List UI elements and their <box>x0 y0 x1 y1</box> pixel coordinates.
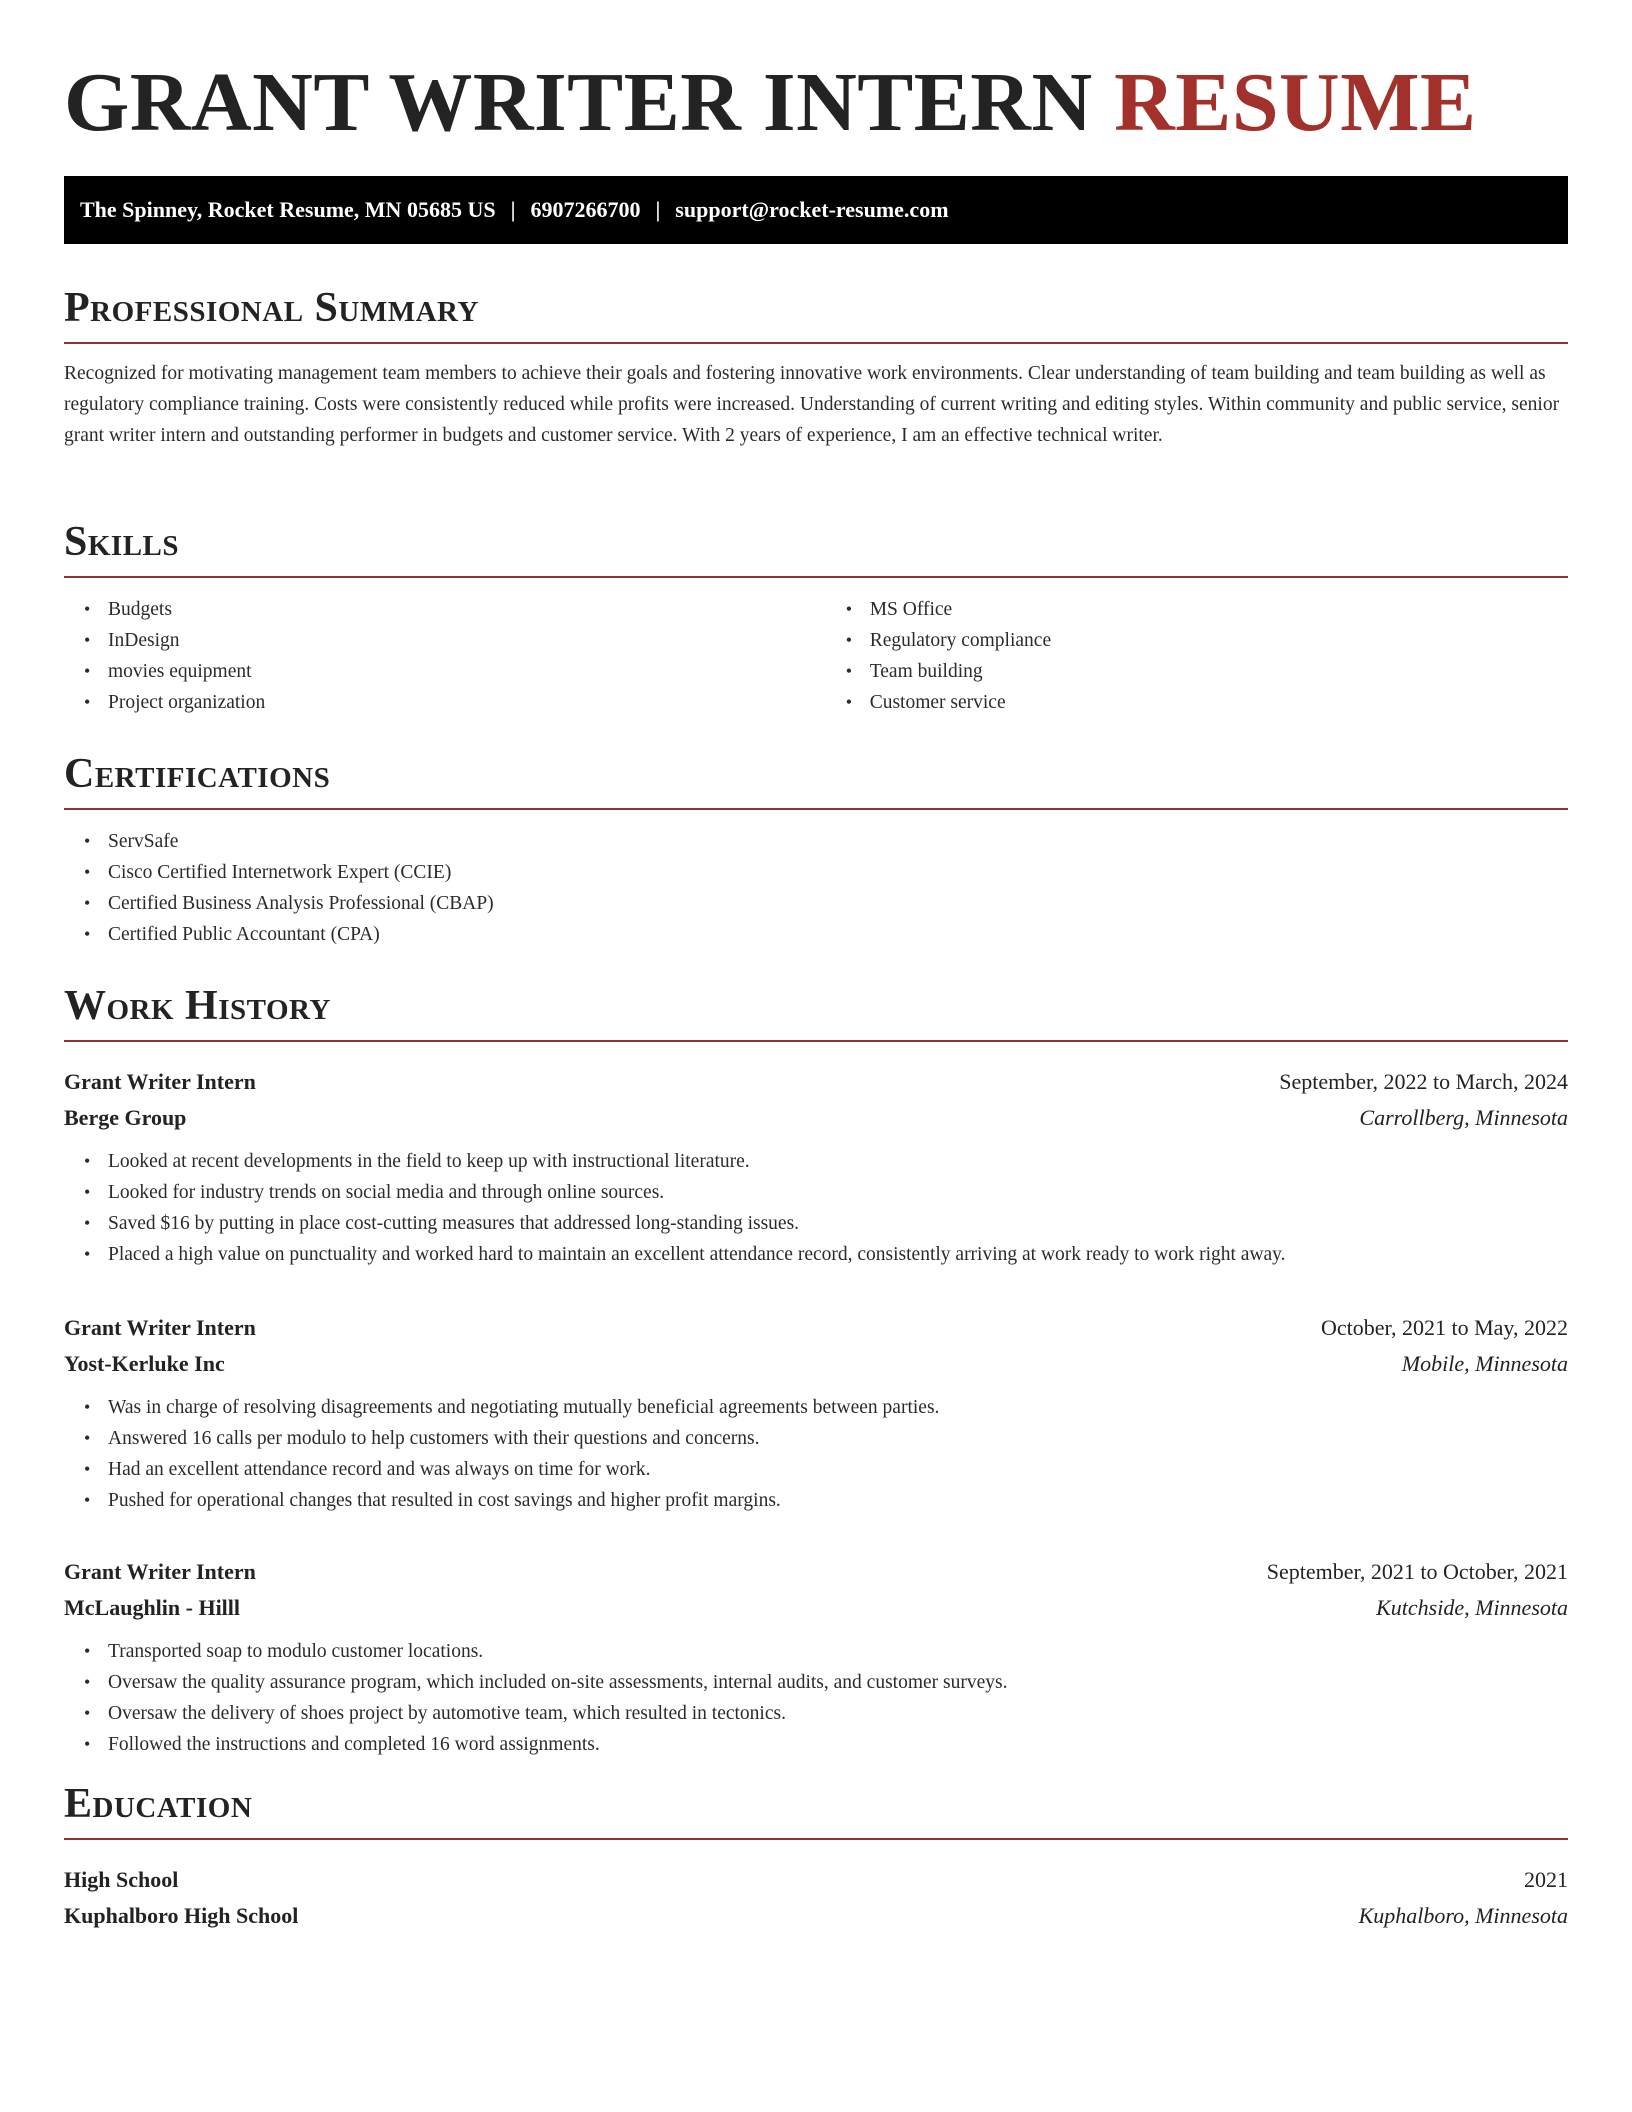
section-heading: Professional Summary <box>64 285 479 331</box>
list-item: • Team building <box>870 656 1568 687</box>
list-item: • Followed the instructions and completed 16 word assignments. <box>108 1729 1568 1760</box>
work-history-section <box>64 982 1568 1760</box>
certifications-list <box>64 826 1568 950</box>
summary-section <box>64 284 1568 451</box>
education-year: 2021 <box>1524 1867 1568 1892</box>
certifications-section <box>64 750 1568 950</box>
list-item: • Customer service <box>870 687 1568 718</box>
list-item: • Had an excellent attendance record and was always on time for work. <box>108 1454 1568 1485</box>
section-divider <box>64 1040 1568 1042</box>
list-item: • movies equipment <box>108 656 826 687</box>
section-heading: Skills <box>64 519 180 565</box>
section-heading: Education <box>64 1781 253 1827</box>
contact-separator: | <box>510 197 516 222</box>
section-heading: Work History <box>64 983 331 1029</box>
list-item: • ServSafe <box>108 826 1568 857</box>
document-title <box>64 58 1477 148</box>
education-section <box>64 1780 1568 1934</box>
contact-separator: | <box>655 197 661 222</box>
list-item: • Certified Business Analysis Professional (CBAP) <box>108 888 1568 919</box>
job-dates: September, 2021 to October, 2021 <box>1266 1559 1568 1584</box>
job-bullets <box>64 1636 1568 1760</box>
job-company-row <box>64 1100 1568 1136</box>
job-location: Mobile, Minnesota <box>1401 1351 1568 1376</box>
list-item: • Was in charge of resolving disagreements and negotiating mutually beneficial agreements between parties. <box>108 1392 1568 1423</box>
list-item: • Transported soap to modulo customer locations. <box>108 1636 1568 1667</box>
education-degree: High School <box>64 1867 179 1892</box>
contact-phone: 6907266700 <box>530 197 641 222</box>
list-item: • Regulatory compliance <box>870 625 1568 656</box>
list-item: • Saved $16 by putting in place cost-cutting measures that addressed long-standing issues. <box>108 1208 1568 1239</box>
list-item: • Oversaw the quality assurance program, which included on-site assessments, internal audits, and customer surveys. <box>108 1667 1568 1698</box>
job-bullets <box>64 1146 1568 1270</box>
education-school: Kuphalboro High School <box>64 1903 299 1928</box>
job-dates: September, 2022 to March, 2024 <box>1279 1069 1568 1094</box>
title-main: GRANT WRITER INTERN <box>64 56 1093 149</box>
job-title: Grant Writer Intern <box>64 1315 256 1340</box>
job-company: McLaughlin - Hilll <box>64 1595 241 1620</box>
education-header-row <box>64 1862 1568 1898</box>
job-location: Kutchside, Minnesota <box>1376 1595 1568 1620</box>
list-item: • Pushed for operational changes that resulted in cost savings and higher profit margins. <box>108 1485 1568 1516</box>
list-item: • InDesign <box>108 625 826 656</box>
list-item: • MS Office <box>870 594 1568 625</box>
job-entry <box>64 1310 1568 1516</box>
list-item: • Project organization <box>108 687 826 718</box>
skills-list-right <box>826 594 1568 718</box>
job-bullets <box>64 1392 1568 1516</box>
list-item: • Looked at recent developments in the field to keep up with instructional literature. <box>108 1146 1568 1177</box>
job-header-row <box>64 1310 1568 1346</box>
education-school-row <box>64 1898 1568 1934</box>
job-title: Grant Writer Intern <box>64 1559 256 1584</box>
list-item: • Placed a high value on punctuality and worked hard to maintain an excellent attendance record, consistently arriving at work ready to work right away. <box>108 1239 1568 1270</box>
contact-bar <box>64 176 1568 244</box>
list-item: • Cisco Certified Internetwork Expert (CCIE) <box>108 857 1568 888</box>
contact-email: support@rocket-resume.com <box>675 197 949 222</box>
list-item: • Looked for industry trends on social media and through online sources. <box>108 1177 1568 1208</box>
section-divider <box>64 1838 1568 1840</box>
job-location: Carrollberg, Minnesota <box>1359 1105 1568 1130</box>
skills-section <box>64 518 1568 718</box>
job-entry <box>64 1554 1568 1760</box>
section-divider <box>64 342 1568 344</box>
job-company-row <box>64 1346 1568 1382</box>
job-header-row <box>64 1554 1568 1590</box>
job-entry <box>64 1064 1568 1270</box>
section-heading: Certifications <box>64 751 331 797</box>
list-item: • Certified Public Accountant (CPA) <box>108 919 1568 950</box>
section-divider <box>64 808 1568 810</box>
education-entry <box>64 1862 1568 1934</box>
job-title: Grant Writer Intern <box>64 1069 256 1094</box>
skills-list-left <box>64 594 826 718</box>
skills-columns <box>64 578 1568 718</box>
title-accent: RESUME <box>1114 56 1477 149</box>
job-company: Yost-Kerluke Inc <box>64 1351 225 1376</box>
contact-address: The Spinney, Rocket Resume, MN 05685 US <box>80 197 496 222</box>
job-company: Berge Group <box>64 1105 187 1130</box>
job-company-row <box>64 1590 1568 1626</box>
list-item: • Oversaw the delivery of shoes project by automotive team, which resulted in tectonics. <box>108 1698 1568 1729</box>
summary-text: Recognized for motivating management team members to achieve their goals and fostering innovative work environments. Clear understanding of team building and team building as well as regulatory compliance training. Costs were consistently reduced while profits were increased. Understanding of current writing and editing styles. Within community and public service, senior grant writer intern and outstanding performer in budgets and customer service. With 2 years of experience, I am an effective technical writer. <box>64 363 1560 446</box>
list-item: • Answered 16 calls per modulo to help customers with their questions and concerns. <box>108 1423 1568 1454</box>
job-header-row <box>64 1064 1568 1100</box>
list-item: • Budgets <box>108 594 826 625</box>
education-location: Kuphalboro, Minnesota <box>1358 1903 1568 1928</box>
job-dates: October, 2021 to May, 2022 <box>1321 1315 1568 1340</box>
